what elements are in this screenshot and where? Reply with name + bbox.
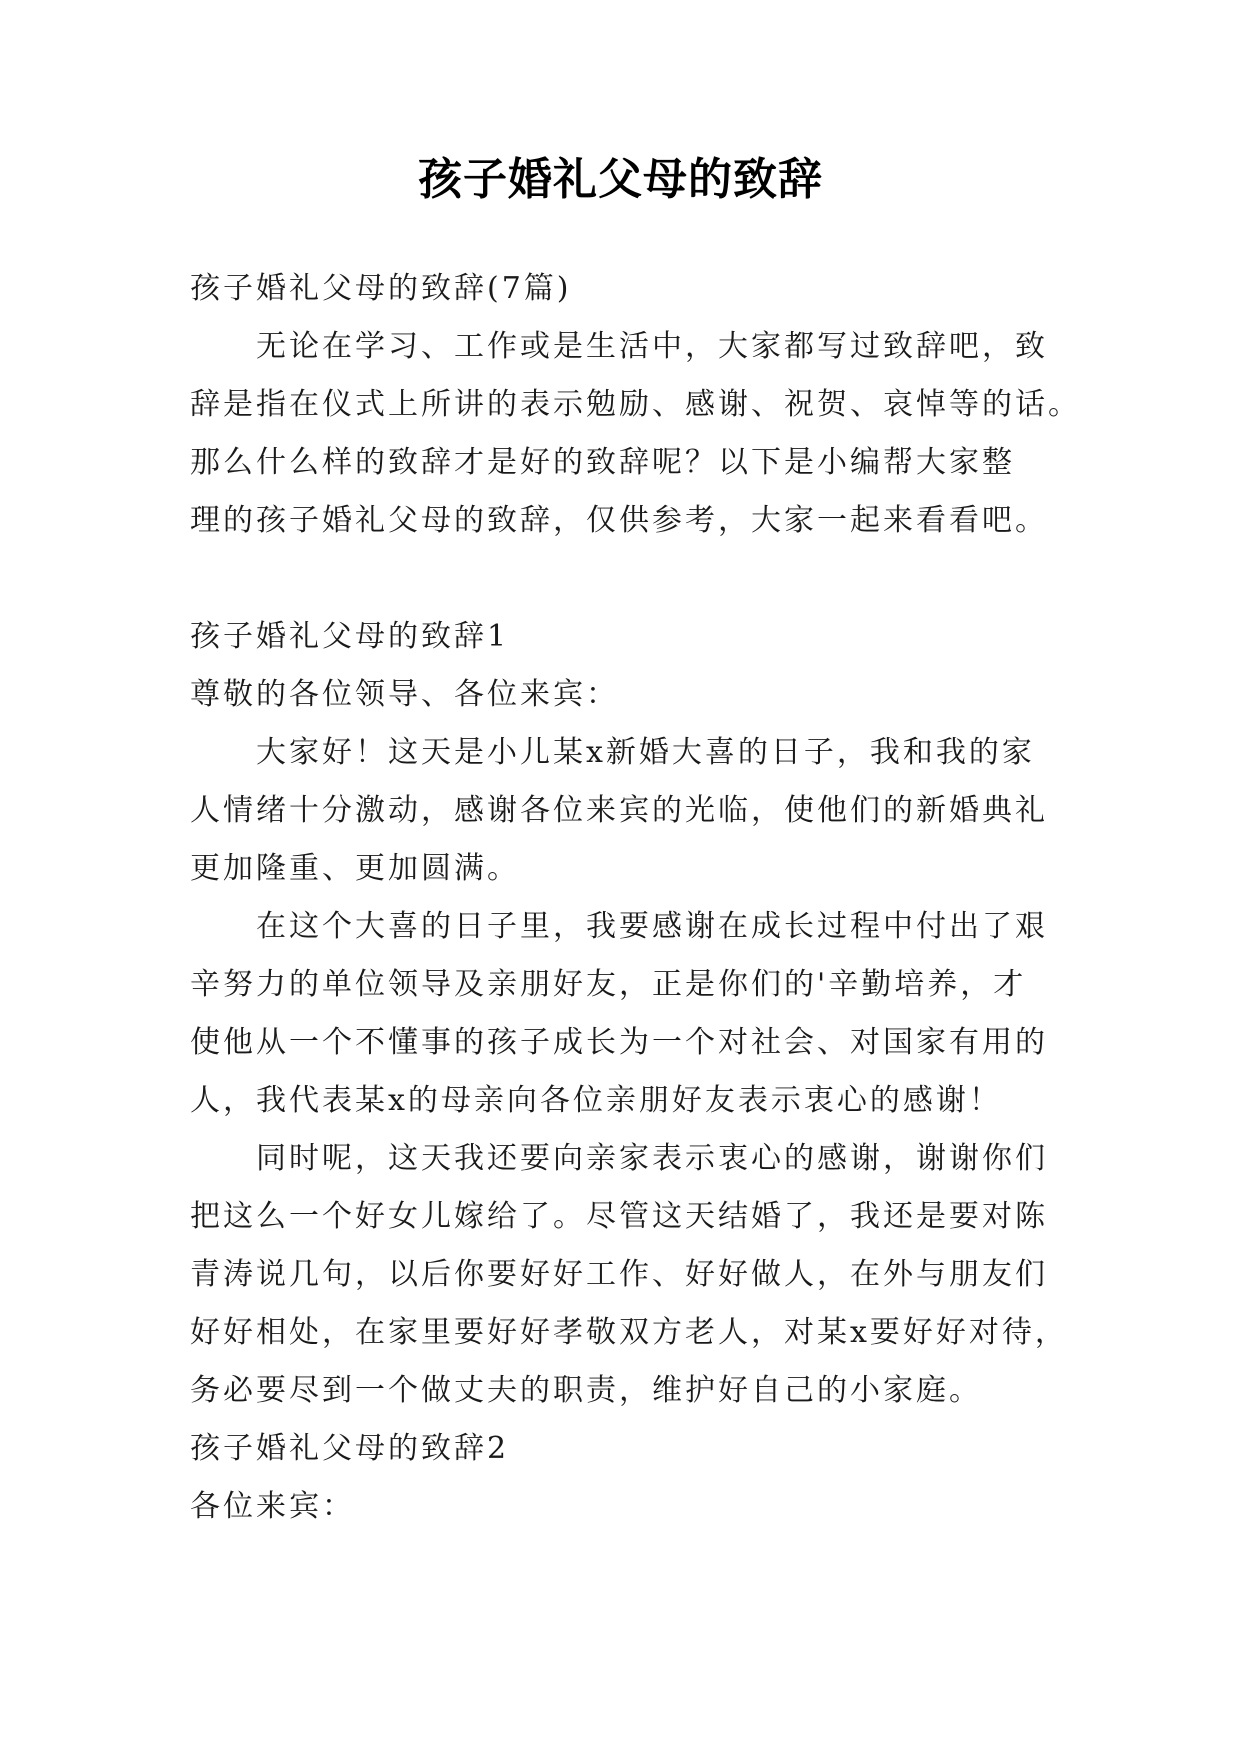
paragraph-line: 人情绪十分激动，感谢各位来宾的光临，使他们的新婚典礼 [190, 793, 1048, 828]
paragraph-line: 把这么一个好女儿嫁给了。尽管这天结婚了，我还是要对陈 [190, 1199, 1048, 1234]
paragraph-line: 大家好！这天是小儿某x新婚大喜的日子，我和我的家 [256, 735, 1035, 770]
salutation: 各位来宾： [190, 1489, 355, 1524]
paragraph-line: 无论在学习、工作或是生活中，大家都写过致辞吧，致 [256, 329, 1048, 364]
paragraph [190, 724, 1050, 898]
section-heading: 孩子婚礼父母的致辞1 [190, 619, 510, 654]
paragraph-line: 青涛说几句，以后你要好好工作、好好做人，在外与朋友们 [190, 1257, 1048, 1292]
paragraph-line: 好好相处，在家里要好好孝敬双方老人，对某x要好好对待， [190, 1315, 1068, 1350]
document-title: 孩子婚礼父母的致辞 [418, 154, 823, 205]
paragraph-line: 更加隆重、更加圆满。 [190, 851, 520, 886]
paragraph-line: 理的孩子婚礼父母的致辞，仅供参考，大家一起来看看吧。 [190, 503, 1048, 538]
salutation: 尊敬的各位领导、各位来宾： [190, 677, 619, 712]
paragraph-line: 人，我代表某x的母亲向各位亲朋好友表示衷心的感谢！ [190, 1083, 1002, 1118]
paragraph-line: 同时呢，这天我还要向亲家表示衷心的感谢，谢谢你们 [256, 1141, 1048, 1176]
spacer [190, 550, 1050, 608]
document-subtitle: 孩子婚礼父母的致辞(7篇) [190, 271, 572, 306]
paragraph-line: 在这个大喜的日子里，我要感谢在成长过程中付出了艰 [256, 909, 1048, 944]
paragraph [190, 1130, 1068, 1420]
paragraph-line: 务必要尽到一个做丈夫的职责，维护好自己的小家庭。 [190, 1373, 982, 1408]
paragraph-line: 那么什么样的致辞才是好的致辞呢？以下是小编帮大家整 [190, 445, 1015, 480]
section-heading: 孩子婚礼父母的致辞2 [190, 1431, 510, 1466]
paragraph [190, 898, 1050, 1130]
paragraph-line: 使他从一个不懂事的孩子成长为一个对社会、对国家有用的 [190, 1025, 1048, 1060]
paragraph-line: 辞是指在仪式上所讲的表示勉励、感谢、祝贺、哀悼等的话。 [190, 387, 1081, 422]
document-body [190, 260, 1081, 1536]
intro-paragraph [190, 318, 1081, 550]
paragraph-line: 辛努力的单位领导及亲朋好友，正是你们的'辛勤培养，才 [190, 967, 1027, 1002]
